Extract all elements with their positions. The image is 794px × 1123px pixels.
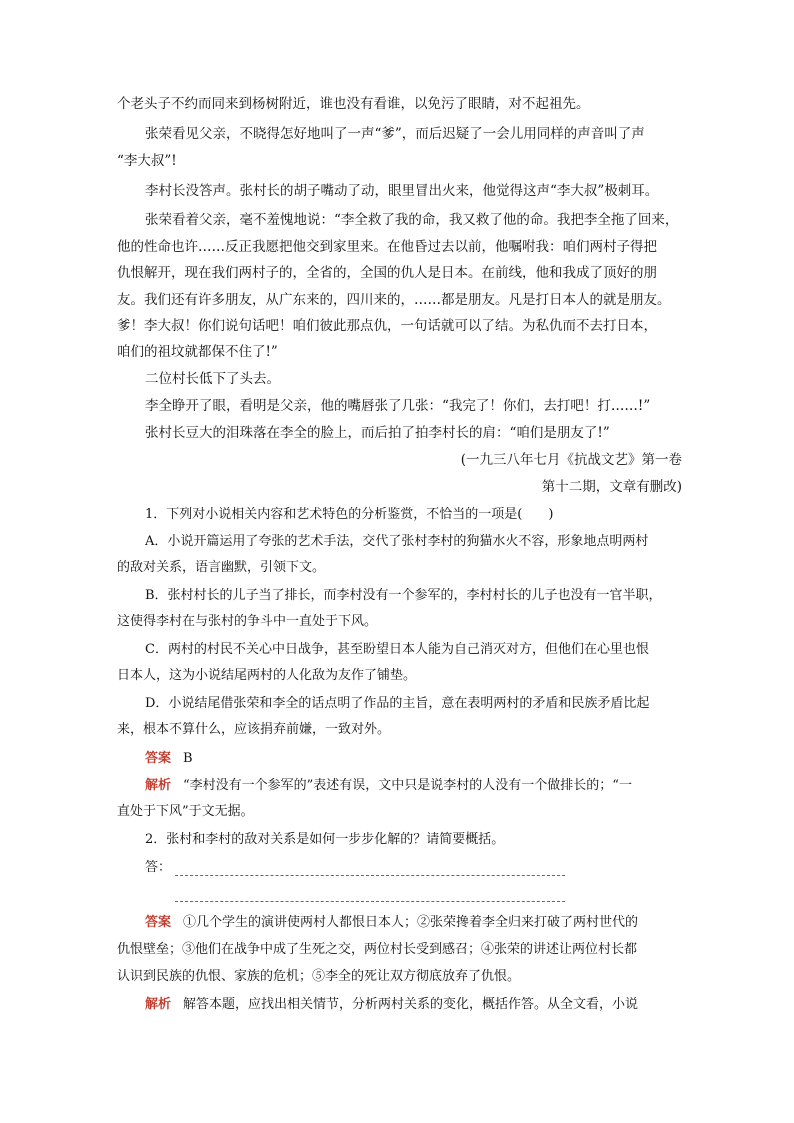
analysis-text: 解答本题，应找出相关情节，分析两村关系的变化，概括作答。从全文看，小说	[183, 997, 639, 1012]
passage-line: 个老头子不约而同来到杨树附近，谁也没有看谁，以免污了眼睛，对不起祖先。	[117, 96, 590, 112]
passage-line: “李大叔”!	[117, 153, 177, 169]
q1-analysis	[145, 776, 682, 796]
question-2-stem: 2．张村和李村的敌对关系是如何一步步化解的？请简要概括。	[145, 832, 505, 847]
analysis-label: 解析	[145, 778, 172, 793]
answer-prompt: 答：	[145, 860, 172, 875]
source-note: 第十二期，文章有删改)	[541, 479, 682, 495]
passage-line: 张荣看见父亲，不晓得怎好地叫了一声“爹”，而后迟疑了一会儿用同样的声音叫了声	[145, 126, 645, 142]
answer-blank-line[interactable]	[175, 901, 565, 902]
analysis-label: 解析	[145, 997, 172, 1012]
option-d: D．小说结尾借张荣和李全的话点明了作品的主旨，意在表明两村的矛盾和民族矛盾比起	[145, 696, 650, 711]
passage-line: 李村长没答声。张村长的胡子嘴动了动，眼里冒出火来，他觉得这声“李大叔”极刺耳。	[145, 183, 659, 199]
option-c: C．两村的村民不关心中日战争，甚至盼望日本人能为自己消灭对方，但他们在心里也恨	[145, 642, 649, 657]
passage-line: 友。我们还有许多朋友，从广东来的，四川来的，……都是朋友。凡是打日本人的就是朋友。	[117, 292, 671, 308]
option-a: A．小说开篇运用了夸张的艺术手法，交代了张村李村的狗猫水火不容，形象地点明两村	[145, 534, 649, 549]
passage-line: 李全睁开了眼，看明是父亲，他的嘴唇张了几张：“我完了！你们，去打吧！打……!”	[145, 398, 651, 414]
option-b-cont: 这使得李村在与张村的争斗中一直处于下风。	[117, 614, 378, 629]
option-c-cont: 日本人，这为小说结尾两村的人化敌为友作了铺垫。	[117, 668, 417, 683]
answer-label: 答案	[145, 751, 172, 766]
passage-line: 爹！李大叔！你们说句话吧！咱们彼此那点仇，一句话就可以了结。为私仇而不去打日本，	[117, 318, 657, 334]
passage-line: 他的性命也许……反正我愿把他交到家里来。在他昏过去以前，他嘱咐我：咱们两村子得把	[117, 239, 657, 255]
passage-line: 张荣看着父亲，毫不羞愧地说：“李全救了我的命，我又救了他的命。我把李全拖了回来，	[145, 212, 679, 228]
answer-value: B	[183, 751, 193, 766]
answer-label: 答案	[145, 915, 172, 930]
q2-analysis	[145, 995, 682, 1015]
q1-analysis-cont: 直处于下风”于文无据。	[117, 804, 254, 819]
question-1-stem: 1．下列对小说相关内容和艺术特色的分析鉴赏，不恰当的一项是( )	[145, 507, 554, 522]
q1-answer	[145, 749, 682, 769]
source-note: (一九三八年七月《抗战文艺》第一卷	[460, 452, 682, 468]
analysis-text: “李村没有一个参军的”表述有误，文中只是说李村的人没有一个做排长的；“一	[183, 778, 632, 793]
q2-answer-cont: 仇恨壁垒；③他们在战争中成了生死之交，两位村长受到感召；④张荣的讲述让两位村长都	[117, 942, 638, 957]
option-d-cont: 来，根本不算什么，应该捐弃前嫌，一致对外。	[117, 722, 391, 737]
option-b: B．张村村长的儿子当了排长，而李村没有一个参军的，李村村长的儿子也没有一官半职，	[145, 588, 662, 603]
option-a-cont: 的敌对关系，语言幽默，引领下文。	[117, 560, 326, 575]
passage-line: 张村长豆大的泪珠落在李全的脸上，而后拍了拍李村长的肩：“咱们是朋友了!”	[145, 425, 610, 441]
passage-line: 咱们的祖坟就都保不住了!”	[117, 344, 278, 360]
passage-line: 二位村长低下了头去。	[145, 371, 280, 387]
q2-answer	[145, 913, 682, 933]
passage-line: 仇恨解开，现在我们两村子的，全省的，全国的仇人是日本。在前线，他和我成了顶好的朋	[117, 265, 657, 281]
answer-text: ①几个学生的演讲使两村人都恨日本人；②张荣搀着李全归来打破了两村世代的	[183, 915, 639, 930]
answer-blank-line[interactable]	[175, 875, 565, 876]
q2-answer-cont: 认识到民族的仇恨、家族的危机；⑤李全的死让双方彻底放弃了仇恨。	[117, 969, 521, 984]
